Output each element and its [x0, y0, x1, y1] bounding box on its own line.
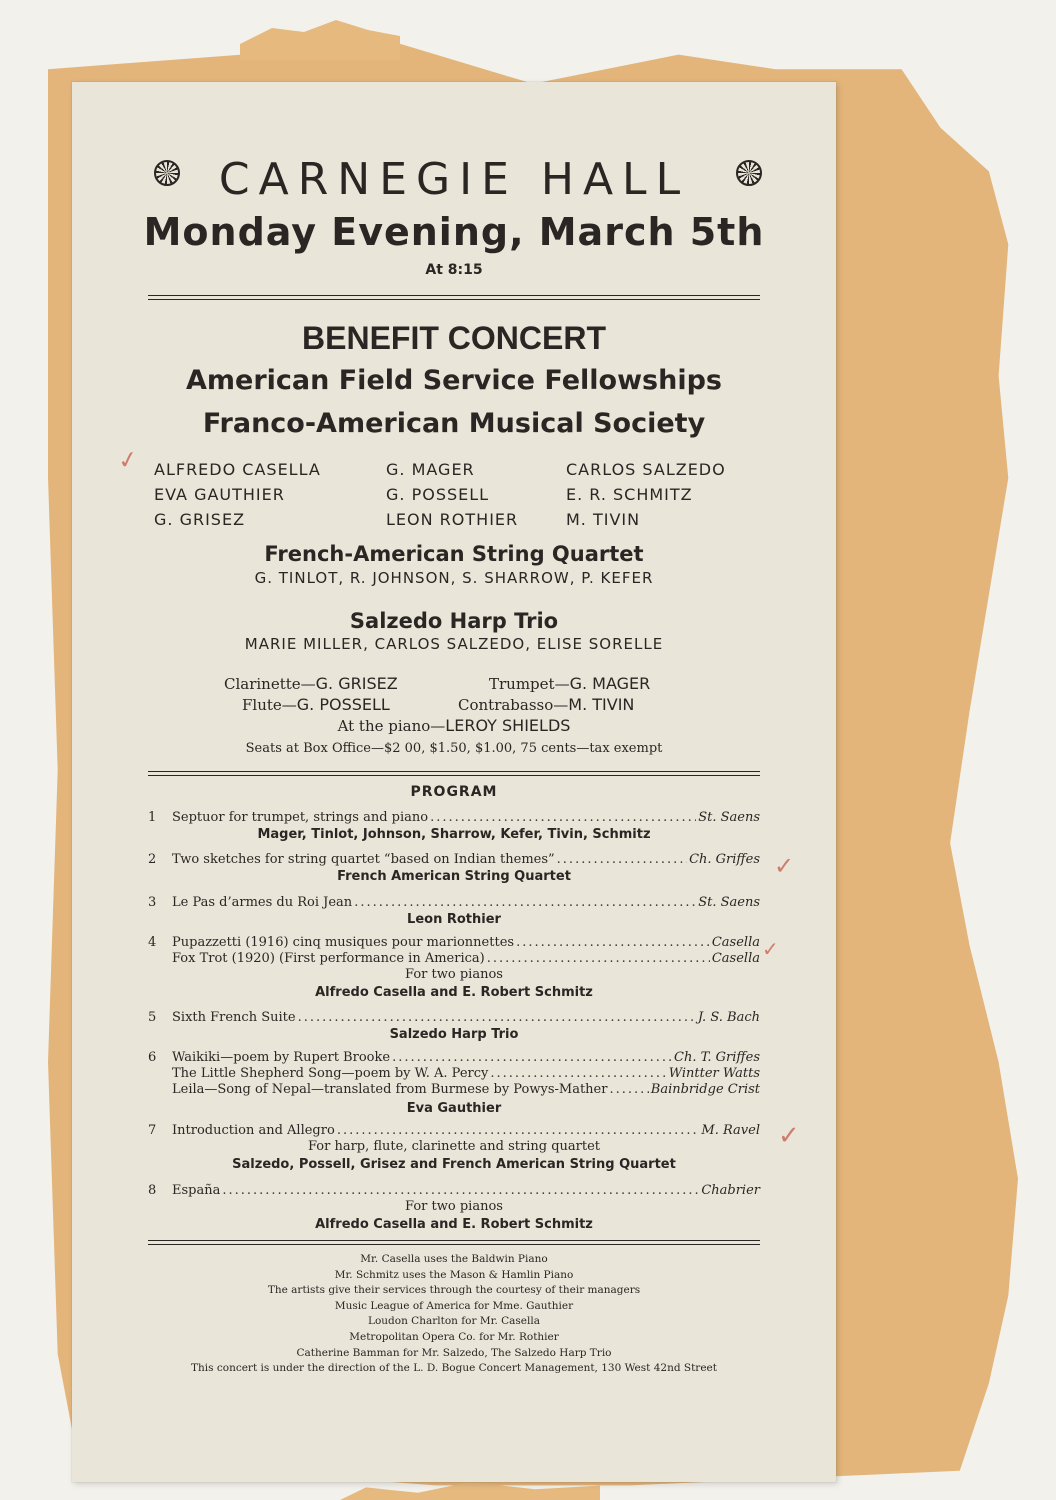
- event-title: BENEFIT CONCERT: [302, 320, 606, 356]
- program-item: [148, 1050, 760, 1116]
- artist-name: G. MAGER: [386, 460, 475, 479]
- credit-line: Music League of America for Mme. Gauthier: [334, 1299, 574, 1312]
- artist-column: [566, 460, 726, 535]
- instrumentation-note: For harp, flute, clarinette and string quartet: [307, 1139, 600, 1154]
- program-item: [148, 895, 760, 927]
- ticket-prices: Seats at Box Office—$2 00, $1.50, $1.00, 75 cents—tax exempt: [245, 741, 663, 756]
- program-heading: PROGRAM: [410, 784, 498, 800]
- piece-title: Introduction and Allegro: [172, 1123, 335, 1138]
- pencil-check-mark-icon: ✓: [115, 444, 141, 476]
- instrumentation-note: For two pianos: [405, 967, 503, 982]
- program-item: [148, 1010, 760, 1042]
- venue-title: CARNEGIE HALL: [218, 154, 690, 205]
- composer: Casella: [711, 951, 760, 966]
- divider: [148, 1240, 760, 1245]
- artist-column: [386, 460, 518, 535]
- composer: Casella: [711, 935, 760, 950]
- piece-title: España: [172, 1183, 221, 1198]
- instrumentalist: Flute—G. POSSELL: [242, 695, 390, 714]
- composer: Ch. T. Griffes: [674, 1050, 760, 1065]
- piece-title: Leila—Song of Nepal—translated from Burmese by Powys-Mather: [172, 1082, 608, 1097]
- composer: Chabrier: [701, 1183, 760, 1198]
- credit-line: Mr. Schmitz uses the Mason & Hamlin Piano: [334, 1268, 574, 1281]
- program-item: [148, 935, 760, 1000]
- ensemble-name: Salzedo Harp Trio: [349, 609, 559, 633]
- item-number: 4: [148, 935, 157, 950]
- artist-name: ALFREDO CASELLA: [154, 460, 321, 479]
- performers: Salzedo Harp Trio: [389, 1027, 519, 1042]
- artist-name: CARLOS SALZEDO: [566, 460, 726, 479]
- program-item: [148, 852, 760, 884]
- artist-name: G. POSSELL: [386, 485, 490, 504]
- instrumentalist: Contrabasso—M. TIVIN: [458, 695, 635, 714]
- composer: St. Saens: [698, 810, 760, 825]
- item-number: 5: [148, 1010, 157, 1025]
- performers: Mager, Tinlot, Johnson, Sharrow, Kefer, Tivin, Schmitz: [257, 827, 651, 842]
- artist-name: LEON ROTHIER: [386, 510, 519, 529]
- program-item: [148, 1183, 760, 1232]
- program-item: [148, 810, 760, 842]
- piece-title: Pupazzetti (1916) cinq musiques pour marionnettes: [172, 935, 515, 950]
- piece-title: Septuor for trumpet, strings and piano: [172, 810, 429, 825]
- footer-credits: [122, 1252, 786, 1377]
- item-number: 8: [148, 1183, 157, 1198]
- ensemble-members: G. TINLOT, R. JOHNSON, S. SHARROW, P. KEFER: [254, 569, 654, 587]
- item-number: 6: [148, 1050, 157, 1065]
- piece-title: Two sketches for string quartet “based on Indian themes”: [172, 852, 555, 867]
- credit-line: This concert is under the direction of the L. D. Bogue Concert Management, 130 West 42nd Street: [191, 1362, 717, 1375]
- ensemble-name: French-American String Quartet: [264, 542, 644, 566]
- composer: St. Saens: [698, 895, 760, 910]
- concert-program-sheet: [72, 82, 836, 1482]
- credit-line: Mr. Casella uses the Baldwin Piano: [360, 1253, 548, 1265]
- credit-line: Loudon Charlton for Mr. Casella: [367, 1315, 540, 1328]
- organization-name: Franco-American Musical Society: [202, 408, 706, 439]
- piece-title: Waikiki—poem by Rupert Brooke: [172, 1050, 391, 1065]
- instrumentalist: Clarinette—G. GRISEZ: [224, 674, 398, 693]
- pianist: At the piano—LEROY SHIELDS: [337, 716, 571, 735]
- artist-column: [154, 460, 321, 535]
- pencil-check-mark-icon: ✓: [762, 937, 779, 961]
- item-number: 2: [148, 852, 157, 867]
- artist-name: EVA GAUTHIER: [154, 485, 285, 504]
- artist-name: M. TIVIN: [566, 510, 641, 529]
- composer: J. S. Bach: [697, 1010, 760, 1025]
- artist-name: G. GRISEZ: [154, 510, 246, 529]
- instrumentalist: Trumpet—G. MAGER: [489, 674, 651, 693]
- credit-line: Metropolitan Opera Co. for Mr. Rothier: [349, 1330, 559, 1343]
- program-item: [148, 1123, 760, 1172]
- pencil-check-mark-icon: ✓: [774, 852, 795, 880]
- item-number: 3: [148, 895, 157, 910]
- organization-name: American Field Service Fellowships: [185, 365, 722, 396]
- instrumentation-note: For two pianos: [405, 1199, 503, 1214]
- item-number: 7: [148, 1123, 157, 1138]
- divider: [148, 295, 760, 300]
- performers: Leon Rothier: [407, 912, 501, 927]
- piece-title: Le Pas d’armes du Roi Jean: [172, 895, 353, 910]
- performers: French American String Quartet: [337, 869, 571, 884]
- performers: Alfredo Casella and E. Robert Schmitz: [315, 985, 593, 1000]
- event-time: At 8:15: [425, 262, 483, 278]
- credit-line: Catherine Bamman for Mr. Salzedo, The Salzedo Harp Trio: [296, 1346, 612, 1359]
- composer: Wintter Watts: [668, 1066, 760, 1081]
- composer: M. Ravel: [701, 1123, 760, 1138]
- performers: Salzedo, Possell, Grisez and French American String Quartet: [232, 1157, 676, 1172]
- performers: Eva Gauthier: [406, 1101, 502, 1116]
- item-number: 1: [148, 810, 157, 825]
- artist-name: E. R. SCHMITZ: [566, 485, 693, 504]
- ensemble-members: MARIE MILLER, CARLOS SALZEDO, ELISE SORELLE: [244, 635, 664, 653]
- composer: Bainbridge Crist: [650, 1082, 760, 1097]
- piece-title: The Little Shepherd Song—poem by W. A. Percy: [172, 1066, 489, 1081]
- piece-title: Sixth French Suite: [172, 1010, 296, 1025]
- divider: [148, 771, 760, 776]
- composer: Ch. Griffes: [689, 852, 760, 867]
- piece-title: Fox Trot (1920) (First performance in America): [172, 951, 485, 966]
- credit-line: The artists give their services through the courtesy of their managers: [267, 1284, 641, 1297]
- performers: Alfredo Casella and E. Robert Schmitz: [315, 1217, 593, 1232]
- event-date: Monday Evening, March 5th: [143, 210, 765, 254]
- backing-paper-scrap-top: [240, 20, 400, 60]
- pencil-check-mark-icon: ✓: [778, 1121, 800, 1151]
